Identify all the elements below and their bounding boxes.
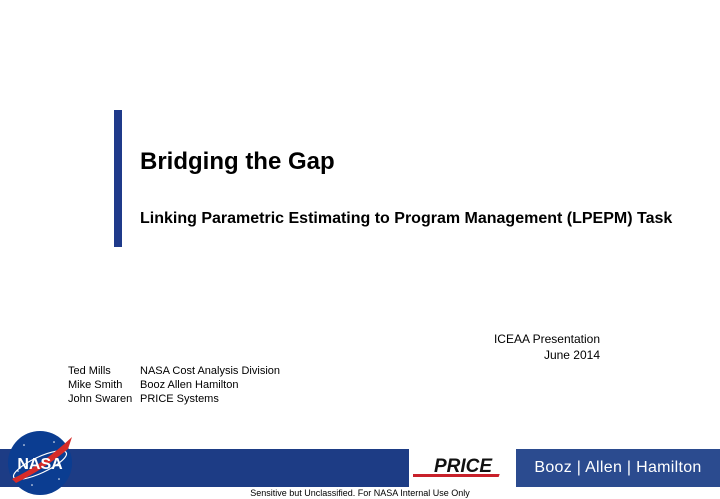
svg-text:NASA: NASA (17, 456, 63, 473)
price-systems-logo (413, 454, 513, 482)
author-org: PRICE Systems (140, 393, 219, 405)
author-name: Ted Mills (68, 365, 111, 377)
event-date: June 2014 (543, 348, 600, 362)
author-name: John Swaren (68, 393, 133, 405)
author-row (68, 378, 280, 392)
slide-subtitle: Linking Parametric Estimating to Program Management (LPEPM) Task (140, 210, 673, 227)
svg-text:PRICE: PRICE (433, 456, 493, 477)
booz-allen-hamilton-logo: Booz | Allen | Hamilton (516, 449, 720, 487)
author-row (68, 364, 280, 378)
author-org: Booz Allen Hamilton (140, 379, 239, 391)
classification-notice: Sensitive but Unclassified. For NASA Internal Use Only (250, 488, 470, 498)
author-row (68, 392, 280, 406)
author-org: NASA Cost Analysis Division (140, 365, 280, 377)
event-info (494, 331, 600, 363)
event-name: ICEAA Presentation (493, 332, 600, 346)
title-accent-bar (114, 110, 122, 247)
author-list (68, 364, 280, 406)
author-name: Mike Smith (68, 379, 123, 391)
slide-title: Bridging the Gap (140, 148, 335, 175)
